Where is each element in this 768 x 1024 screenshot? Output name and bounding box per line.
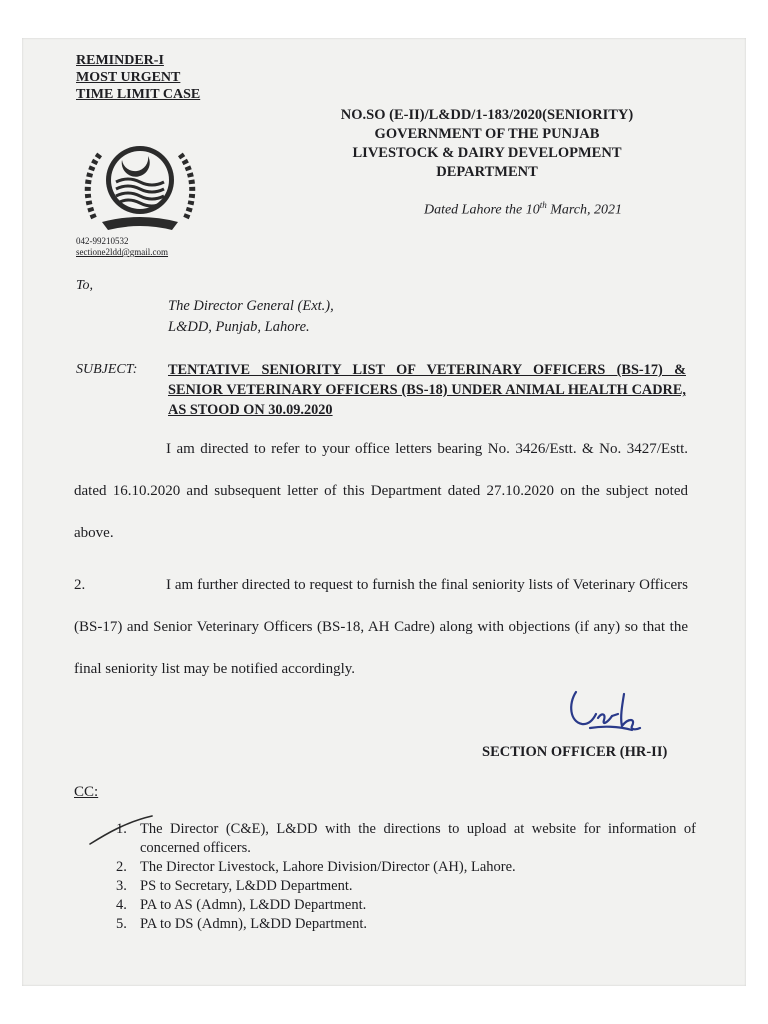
cc-item-number: 3.: [116, 878, 127, 894]
punjab-emblem-icon: [80, 126, 200, 236]
cc-label: CC:: [74, 784, 99, 800]
paragraph-2-number: 2.: [74, 577, 86, 593]
letterhead: [252, 106, 722, 220]
cc-item-text: PA to DS (Admn), L&DD Department.: [140, 916, 368, 932]
paragraph-2-text: I am further directed to request to furnish the final seniority lists of Veterinary Officers (BS-17) and Senior Veterinary Officers (BS-18, AH Cadre) along with objections (if any) so that the final seniority list may be notified accordingly.: [74, 577, 688, 677]
letter-page: [22, 38, 746, 986]
phone-number: 042-99210532: [76, 236, 129, 246]
cc-list: [116, 820, 696, 934]
cc-item: [116, 858, 696, 877]
addressee: [168, 296, 334, 338]
cc-item: [116, 877, 696, 896]
cc-item-text: PA to AS (Admn), L&DD Department.: [140, 897, 367, 913]
department-line-1: LIVESTOCK & DAIRY DEVELOPMENT: [352, 145, 622, 161]
department-line-2: DEPARTMENT: [436, 164, 538, 180]
addressee-line-1: The Director General (Ext.),: [168, 298, 334, 314]
paragraph-1: I am directed to refer to your office letters bearing No. 3426/Estt. & No. 3427/Estt. dated 16.10.2020 and subsequent letter of this Department dated 27.10.2020 on the subject noted above.: [74, 441, 688, 541]
cc-item-number: 1.: [116, 821, 127, 837]
officer-designation: SECTION OFFICER (HR-II): [482, 744, 668, 760]
reference-number: NO.SO (E-II)/L&DD/1-183/2020(SENIORITY): [340, 107, 634, 123]
contact-info: [76, 236, 168, 258]
cc-item: [116, 915, 696, 934]
cc-item: [116, 896, 696, 915]
cc-item: [116, 820, 696, 858]
date-suffix: March, 2021: [546, 202, 623, 218]
to-label: To,: [76, 278, 94, 293]
government-name: GOVERNMENT OF THE PUNJAB: [374, 126, 600, 142]
cc-item-text: The Director (C&E), L&DD with the directions to upload at website for information of concerned officers.: [140, 821, 696, 856]
cc-item-number: 2.: [116, 859, 127, 875]
paragraph-2: [74, 564, 688, 690]
date-ordinal: th: [539, 200, 547, 210]
date-prefix: Dated Lahore the 10: [423, 202, 540, 218]
signature-mark: [532, 678, 642, 748]
subject-label: SUBJECT:: [76, 362, 138, 377]
subject-text: TENTATIVE SENIORITY LIST OF VETERINARY OFFICERS (BS-17) & SENIOR VETERINARY OFFICERS (BS-18) UNDER ANIMAL HEALTH CADRE, AS STOOD ON 30.09.2020: [168, 362, 686, 418]
letter-body: [74, 428, 688, 690]
reminder-line-2: MOST URGENT: [76, 70, 181, 85]
reminder-block: [76, 52, 200, 103]
cc-item-number: 5.: [116, 916, 127, 932]
email-address: sectione2ldd@gmail.com: [76, 247, 169, 257]
cc-item-text: PS to Secretary, L&DD Department.: [140, 878, 353, 894]
reminder-line-1: REMINDER-I: [76, 53, 164, 68]
reminder-line-3: TIME LIMIT CASE: [76, 87, 201, 102]
addressee-line-2: L&DD, Punjab, Lahore.: [168, 319, 310, 335]
cc-item-text: The Director Livestock, Lahore Division/Director (AH), Lahore.: [140, 859, 516, 875]
date-line: [252, 196, 722, 220]
cc-item-number: 4.: [116, 897, 127, 913]
